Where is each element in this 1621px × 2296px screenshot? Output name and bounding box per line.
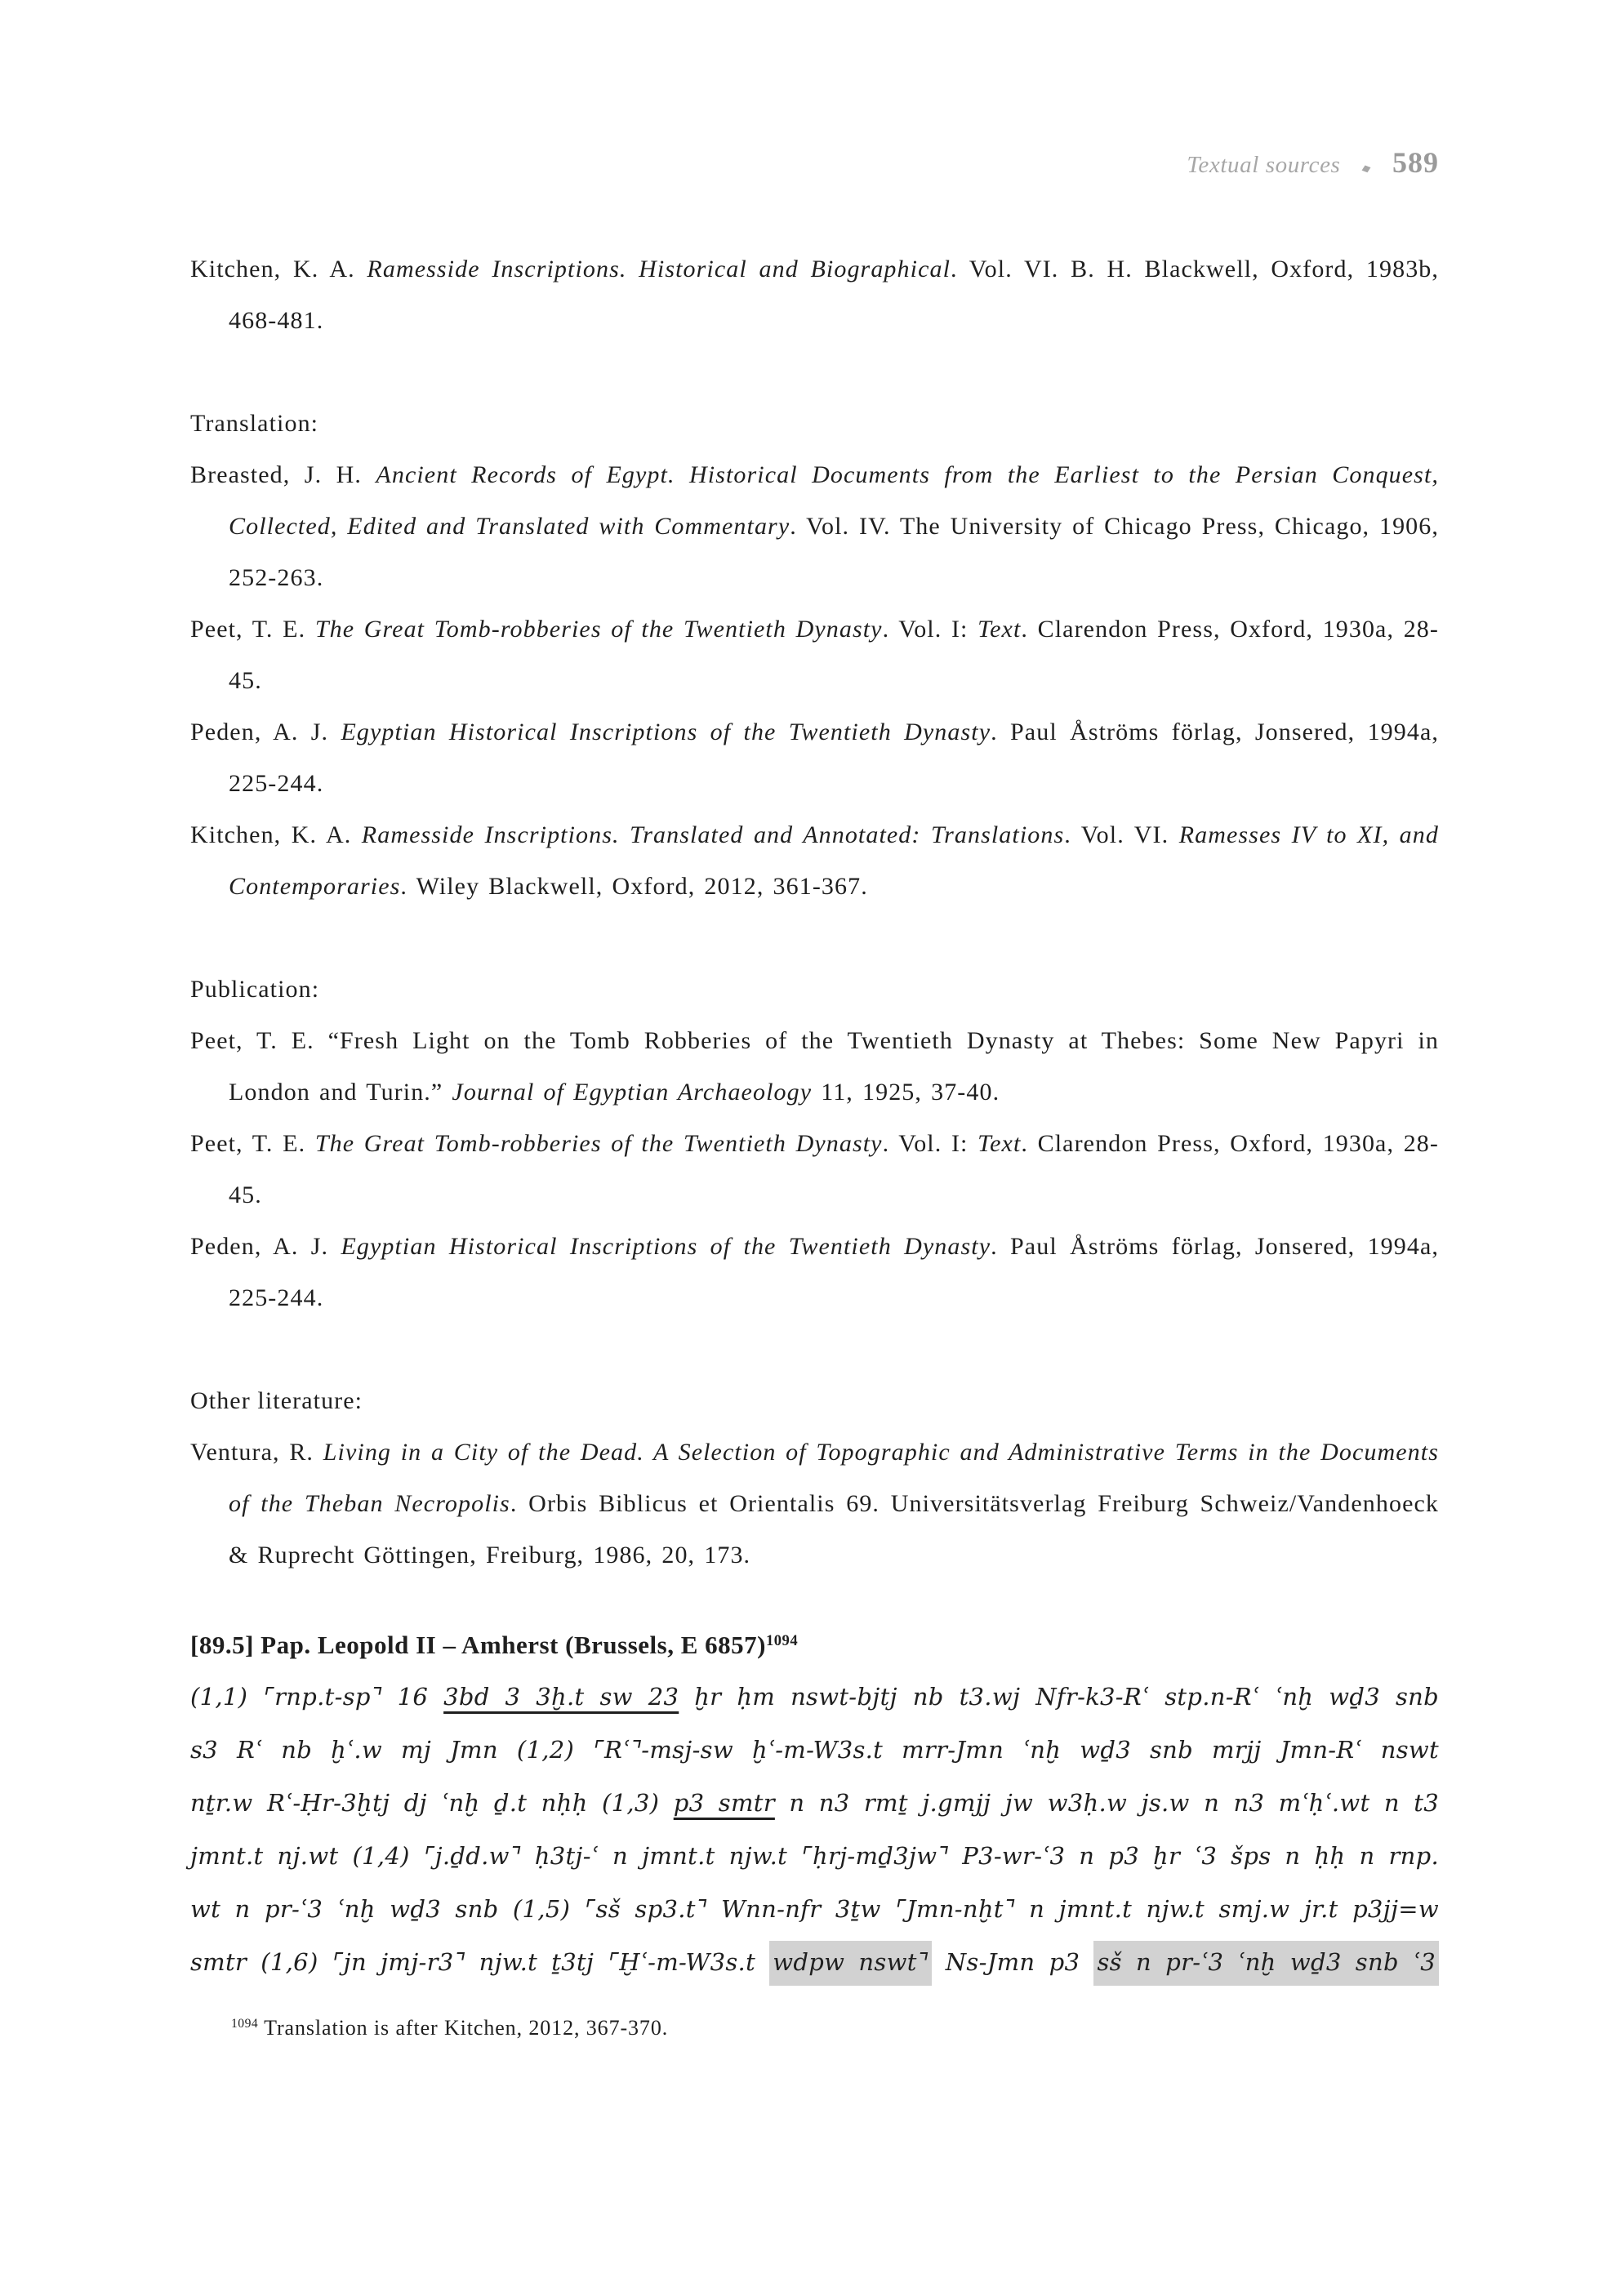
citation-entry — [190, 1426, 1439, 1581]
text-segment: . Paul Åströms förlag, Jonsered, 1994a, 225-244. — [229, 719, 1439, 797]
text-segment: The Great Tomb-robberies of the Twentieth Dynasty — [314, 616, 883, 643]
text-segment: . Vol. VI. B. H. Blackwell, Oxford, 1983b, 468-481. — [229, 256, 1439, 334]
section-label-other-literature: Other literature: — [190, 1387, 363, 1414]
text-segment: Ramesside Inscriptions. Translated and Annotated: Translations — [361, 821, 1065, 848]
text-segment: Ns-Jmn p3 — [931, 1948, 1094, 1976]
citation-group-other-literature — [190, 1426, 1439, 1581]
citation-entry — [190, 1015, 1439, 1118]
text-segment: Egyptian Historical Inscriptions of the Twentieth Dynasty — [341, 1233, 991, 1260]
text-segment: . Wiley Blackwell, Oxford, 2012, 361-367. — [400, 873, 868, 900]
text-segment: . Vol. IV. The University of Chicago Press, Chicago, 1906, 252-263. — [229, 513, 1439, 591]
text-segment: Peden, A. J. — [190, 1233, 341, 1260]
text-segment: nṯr.w Rʿ-Ḥr-3ḫtj dj ʿnḫ ḏ.t nḥḥ (1,3) — [190, 1789, 674, 1817]
text-segment: (1,1) ⌜rnp.t-sp⌝ 16 — [190, 1683, 444, 1711]
citation-group-translation — [190, 449, 1439, 912]
text-segment: . Paul Åströms förlag, Jonsered, 1994a, 225-244. — [229, 1233, 1439, 1311]
text-segment: The Great Tomb-robberies of the Twentieth Dynasty — [314, 1130, 883, 1157]
text-segment: jmnt.t nj.wt (1,4) ⌜j.ḏd.w⌝ ḥ3tj-ʿ n jmnt.t njw.t ⌜ḥrj-mḏ3jw⌝ P3-wr-ʿ3 n p3 ḫr ʿ3 šps n ḥḥ n rnp. — [190, 1842, 1439, 1870]
citation-entry — [190, 1221, 1439, 1324]
text-segment: . Vol. I: — [882, 1130, 978, 1157]
text-segment: Ramesses IV to XI, and Contemporaries — [229, 821, 1439, 900]
running-head-section-title: Textual sources — [1187, 152, 1341, 178]
text-segment: p3 smtr — [673, 1789, 775, 1817]
text-segment: 1094 — [765, 1631, 799, 1649]
section-label-translation: Translation: — [190, 410, 319, 437]
transliteration-paragraph — [190, 1671, 1439, 1989]
text-segment: Egyptian Historical Inscriptions of the Twentieth Dynasty — [341, 719, 991, 745]
citation-entry — [190, 449, 1439, 603]
text-segment: Kitchen, K. A. — [190, 821, 362, 848]
text-segment: smtr (1,6) ⌜jn jmj-r3⌝ njw.t ṯ3tj ⌜Ḫʿ-m-W3s.t — [190, 1948, 770, 1976]
transliteration-line — [190, 1724, 1439, 1777]
text-segment: Journal of Egyptian Archaeology — [452, 1079, 813, 1106]
transliteration-line — [190, 1883, 1439, 1936]
text-segment: Translation is after Kitchen, 2012, 367-370. — [258, 2016, 669, 2040]
text-segment: wt n pr-ʿ3 ʿnḫ wḏ3 snb (1,5) ⌜sš sp3.t⌝ Wnn-nfr 3ṯw ⌜Jmn-nḫt⌝ n jmnt.t njw.t smj.w jr.t p3jj=w — [190, 1895, 1439, 1923]
text-segment: Peet, T. E. — [190, 616, 315, 643]
text-segment: Text — [977, 616, 1022, 643]
citation-group-publication — [190, 1015, 1439, 1324]
text-block — [190, 243, 1439, 2043]
text-segment: Kitchen, K. A. — [190, 256, 367, 283]
text-segment: Peet, T. E. — [190, 1130, 315, 1157]
citation-entry — [190, 809, 1439, 912]
text-segment: Ventura, R. — [190, 1439, 323, 1466]
transliteration-line — [190, 1830, 1439, 1883]
text-segment: . Clarendon Press, Oxford, 1930a, 28-45. — [229, 616, 1439, 694]
text-segment: Breasted, J. H. — [190, 461, 376, 488]
text-segment: [89.5] Pap. Leopold II – Amherst (Brussels, E 6857) — [190, 1631, 766, 1659]
text-segment: Text — [977, 1130, 1022, 1157]
section-label-publication: Publication: — [190, 976, 320, 1003]
text-segment: Living in a City of the Dead. A Selection of Topographic and Administrative Terms in the Documents of the Theban Necropolis — [229, 1439, 1439, 1517]
text-segment: Ancient Records of Egypt. Historical Documents from the Earliest to the Persian Conquest, Collected, Edited and Translated with Commentary — [229, 461, 1439, 540]
text-segment: sš n pr-ʿ3 ʿnḫ wḏ3 snb ʿ3 — [1093, 1941, 1439, 1986]
citation-entry — [190, 243, 1439, 346]
page-number: 589 — [1392, 146, 1439, 179]
citation-entry — [190, 1118, 1439, 1221]
document-heading — [190, 1619, 1439, 1671]
text-segment: n n3 rmṯ j.gmjj jw w3ḥ.w js.w n n3 mʿḥʿ.wt n t3 — [774, 1789, 1439, 1817]
footnote — [190, 2013, 1439, 2043]
text-segment: Peet, T. E. “Fresh Light on the Tomb Robberies of the Twentieth Dynasty at Thebes: Some New Papyri in London and Turin.” — [190, 1027, 1439, 1106]
text-segment: s3 Rʿ nb ḫʿ.w mj Jmn (1,2) ⌜Rʿ⌝-msj-sw ḫʿ-m-W3s.t mrr-Jmn ʿnḫ wḏ3 snb mrjj Jmn-Rʿ nswt — [190, 1736, 1439, 1764]
text-segment: . Vol. VI. — [1064, 821, 1179, 848]
citation-entry — [190, 706, 1439, 809]
transliteration-line — [190, 1671, 1439, 1724]
text-segment: 11, 1925, 37-40. — [812, 1079, 1000, 1106]
text-segment: Ramesside Inscriptions. Historical and Biographical — [367, 256, 951, 283]
text-segment: Peden, A. J. — [190, 719, 341, 745]
text-segment: wdpw nswt⌝ — [769, 1941, 931, 1986]
citation-group-main — [190, 243, 1439, 346]
transliteration-line — [190, 1936, 1439, 1989]
text-segment: . Orbis Biblicus et Orientalis 69. Universitätsverlag Freiburg Schweiz/Vandenhoeck & Ruprecht Göttingen, Freiburg, 1986, 20, 173. — [229, 1490, 1440, 1568]
text-segment: 1094 — [231, 2017, 259, 2031]
text-segment: . Vol. I: — [882, 616, 978, 643]
running-head — [1187, 145, 1439, 180]
diamond-separator-icon: ◆ — [1360, 161, 1373, 176]
text-segment: ḫr ḥm nswt-bjtj nb t3.wj Nfr-k3-Rʿ stp.n-Rʿ ʿnḫ wḏ3 snb — [679, 1683, 1439, 1711]
text-segment: . Clarendon Press, Oxford, 1930a, 28-45. — [229, 1130, 1439, 1208]
transliteration-line — [190, 1777, 1439, 1830]
citation-entry — [190, 603, 1439, 706]
text-segment: 3bd 3 3ḫ.t sw 23 — [443, 1683, 679, 1711]
